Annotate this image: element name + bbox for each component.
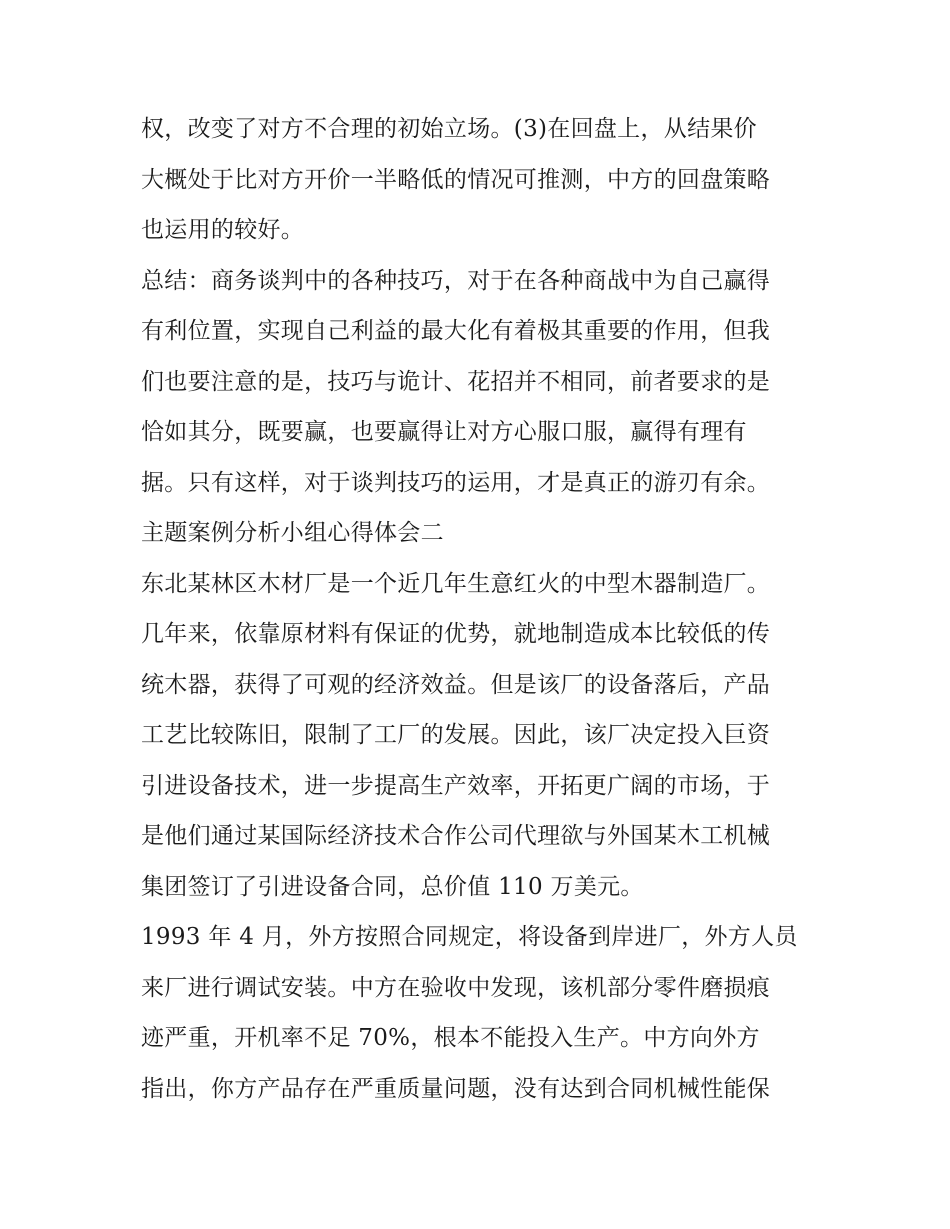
text-line: 大概处于比对方开价一半略低的情况可推测，中方的回盘策略 — [141, 166, 771, 193]
text-line: 恰如其分，既要赢，也要赢得让对方心服口服，赢得有理有 — [141, 419, 747, 445]
text-line: 也运用的较好。 — [141, 217, 305, 243]
text-line: 来厂进行调试安装。中方在验收中发现，该机部分零件磨损痕 — [141, 974, 771, 1001]
text-line: 几年来，依靠原材料有保证的优势，就地制造成本比较低的传 — [141, 621, 771, 647]
text-line: 引进设备技术，进一步提高生产效率，开拓更广阔的市场，于 — [141, 772, 771, 799]
text-line: 东北某林区木材厂是一个近几年生意红火的中型木器制造厂。 — [141, 570, 771, 597]
text-line: 工艺比较陈旧，限制了工厂的发展。因此，该厂决定投入巨资 — [141, 722, 771, 748]
text-line: 有利位置，实现自己利益的最大化有着极其重要的作用，但我 — [141, 318, 771, 344]
text-line: 统木器，获得了可观的经济效益。但是该厂的设备落后，产品 — [141, 671, 771, 698]
text-line: 总结：商务谈判中的各种技巧，对于在各种商战中为自己赢得 — [141, 267, 771, 294]
text-line: 1993 年 4 月，外方按照合同规定，将设备到岸进厂，外方人员 — [141, 924, 798, 950]
section-heading: 主题案例分析小组心得体会二 — [141, 520, 444, 546]
text-line: 指出，你方产品存在严重质量问题，没有达到合同机械性能保 — [141, 1075, 771, 1102]
body-text — [141, 104, 821, 1114]
text-line: 权，改变了对方不合理的初始立场。(3)在回盘上，从结果价 — [141, 116, 757, 142]
text-line: 是他们通过某国际经济技术合作公司代理欲与外国某木工机械 — [141, 823, 771, 849]
text-line: 迹严重，开机率不足 70%，根本不能投入生产。中方向外方 — [141, 1025, 760, 1051]
text-line: 据。只有这样，对于谈判技巧的运用，才是真正的游刃有余。 — [141, 469, 771, 496]
text-line: 集团签订了引进设备合同，总价值 110 万美元。 — [141, 873, 644, 900]
text-line: 们也要注意的是，技巧与诡计、花招并不相同，前者要求的是 — [141, 368, 771, 395]
